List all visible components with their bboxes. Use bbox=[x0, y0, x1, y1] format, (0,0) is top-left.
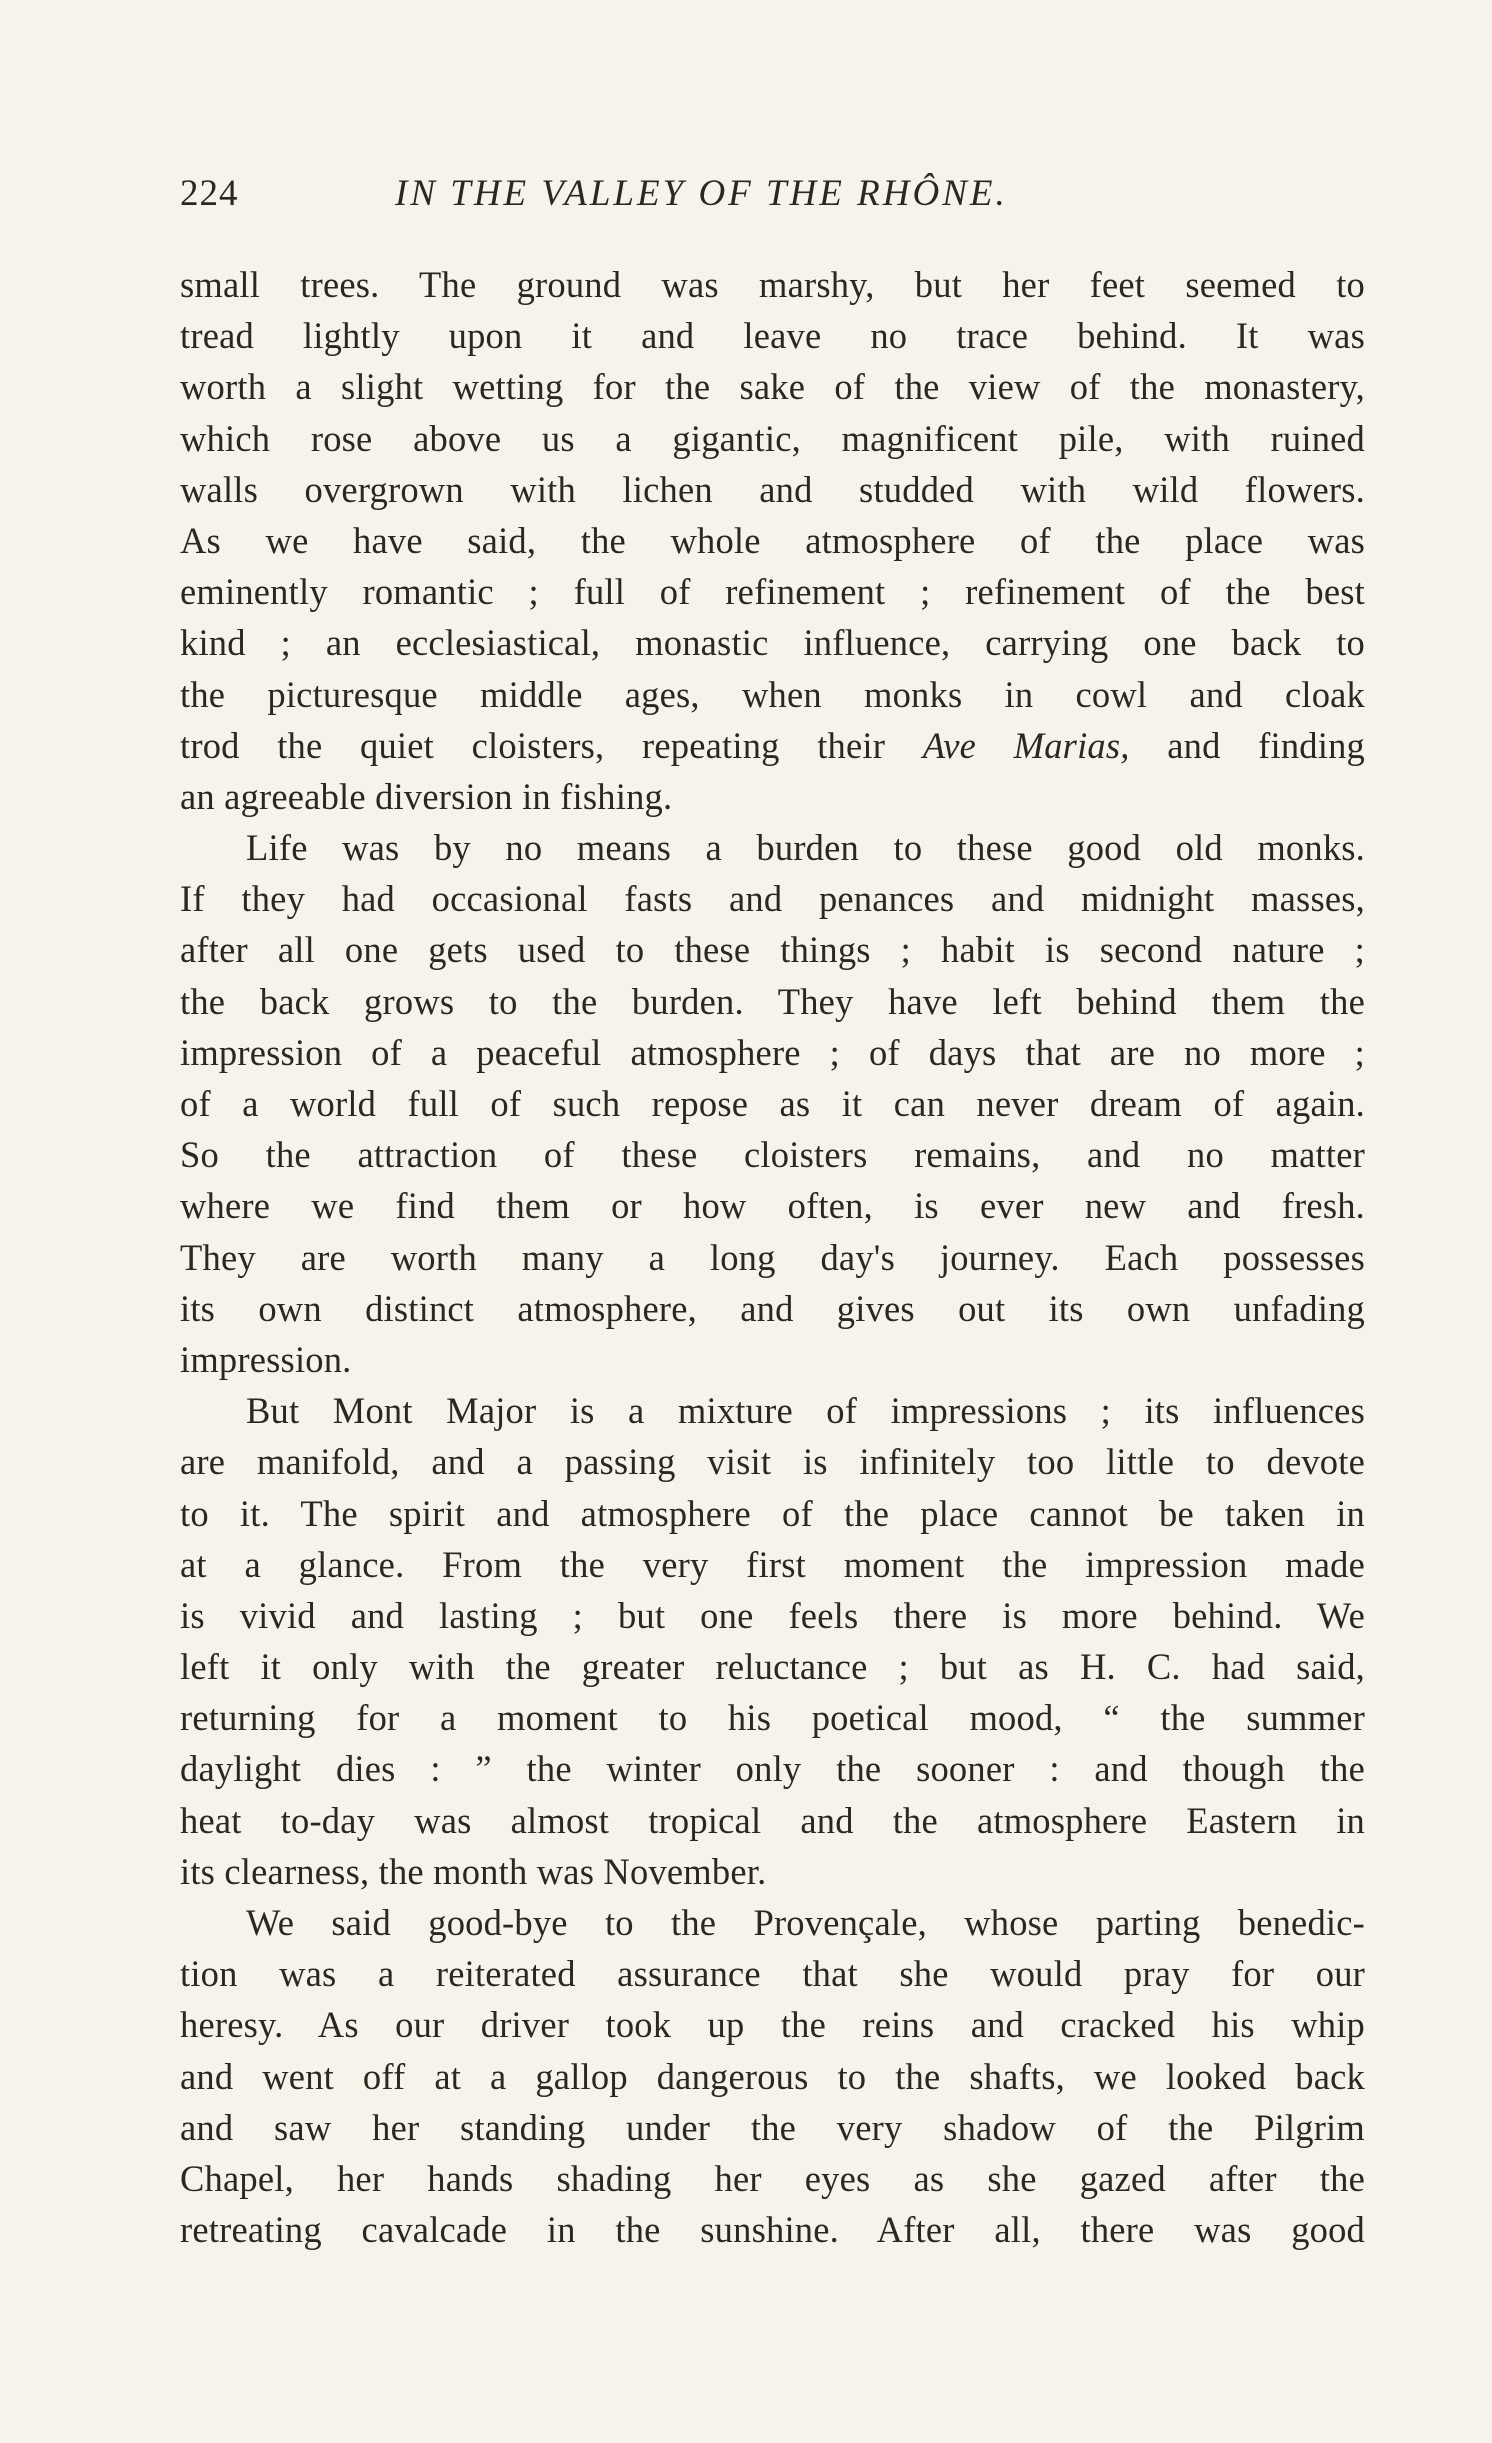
text-line: kind ; an ecclesiastical, monastic influence, carrying one back to bbox=[180, 622, 1365, 664]
italic-phrase: Ave Marias, bbox=[922, 724, 1130, 766]
text-line: daylight dies : ” the winter only the sooner : and though the bbox=[180, 1748, 1365, 1790]
text-line: As we have said, the whole atmosphere of the place was bbox=[180, 519, 1365, 561]
text-line: the back grows to the burden. They have left behind them the bbox=[180, 980, 1365, 1022]
text-line: its own distinct atmosphere, and gives out its own unfading bbox=[180, 1287, 1365, 1329]
text-line: after all one gets used to these things ; habit is second nature ; bbox=[180, 929, 1365, 971]
text-line: walls overgrown with lichen and studded with wild flowers. bbox=[180, 468, 1365, 510]
body-text bbox=[180, 259, 1365, 2255]
text-line: heresy. As our driver took up the reins and cracked his whip bbox=[180, 2004, 1365, 2046]
paragraph-end-line: its clearness, the month was November. bbox=[180, 1850, 767, 1892]
paragraph-start-line: Life was by no means a burden to these good old monks. bbox=[246, 827, 1365, 869]
paragraph-end-line: an agreeable diversion in fishing. bbox=[180, 775, 673, 817]
text-line: worth a slight wetting for the sake of the view of the monastery, bbox=[180, 366, 1365, 408]
text-span: and finding bbox=[1129, 724, 1365, 766]
text-line: tion was a reiterated assurance that she would pray for our bbox=[180, 1953, 1365, 1995]
text-line: are manifold, and a passing visit is infinitely too little to devote bbox=[180, 1441, 1365, 1483]
text-line: impression of a peaceful atmosphere ; of days that are no more ; bbox=[180, 1031, 1365, 1073]
running-title: IN THE VALLEY OF THE RHÔNE. bbox=[395, 173, 1008, 214]
text-line: where we find them or how often, is ever new and fresh. bbox=[180, 1185, 1365, 1227]
text-line: small trees. The ground was marshy, but her feet seemed to bbox=[180, 264, 1365, 305]
text-line: the picturesque middle ages, when monks in cowl and cloak bbox=[180, 673, 1365, 715]
text-line: Chapel, her hands shading her eyes as she gazed after the bbox=[180, 2157, 1365, 2199]
text-line: eminently romantic ; full of refinement ; refinement of the best bbox=[180, 571, 1365, 613]
text-line: is vivid and lasting ; but one feels there is more behind. We bbox=[180, 1594, 1365, 1636]
text-line: of a world full of such repose as it can never dream of again. bbox=[180, 1083, 1365, 1124]
text-line: If they had occasional fasts and penances and midnight masses, bbox=[180, 878, 1365, 920]
text-line: So the attraction of these cloisters remains, and no matter bbox=[180, 1134, 1365, 1176]
page-number: 224 bbox=[180, 173, 239, 214]
text-line: to it. The spirit and atmosphere of the place cannot be taken in bbox=[180, 1492, 1365, 1534]
paragraph-end-line: impression. bbox=[180, 1338, 352, 1380]
text-line: which rose above us a gigantic, magnificent pile, with ruined bbox=[180, 417, 1365, 459]
text-line: left it only with the greater reluctance ; but as H. C. had said, bbox=[180, 1646, 1365, 1688]
text-line: returning for a moment to his poetical mood, “ the summer bbox=[180, 1697, 1365, 1739]
text-line: They are worth many a long day's journey. Each possesses bbox=[180, 1236, 1365, 1278]
text-line: retreating cavalcade in the sunshine. After all, there was good bbox=[180, 2209, 1365, 2251]
page-header bbox=[180, 168, 1365, 220]
paragraph-start-line: We said good-bye to the Provençale, whose parting benedic- bbox=[246, 1902, 1365, 1943]
text-line: and saw her standing under the very shadow of the Pilgrim bbox=[180, 2106, 1365, 2148]
text-line bbox=[180, 720, 1365, 771]
paragraph-start-line: But Mont Major is a mixture of impressions ; its influences bbox=[246, 1390, 1365, 1432]
text-line: at a glance. From the very first moment the impression made bbox=[180, 1543, 1365, 1585]
text-line: heat to-day was almost tropical and the atmosphere Eastern in bbox=[180, 1799, 1365, 1841]
text-span: trod the quiet cloisters, repeating their bbox=[180, 724, 923, 766]
text-line: tread lightly upon it and leave no trace behind. It was bbox=[180, 315, 1365, 357]
text-line: and went off at a gallop dangerous to the shafts, we looked back bbox=[180, 2055, 1365, 2097]
